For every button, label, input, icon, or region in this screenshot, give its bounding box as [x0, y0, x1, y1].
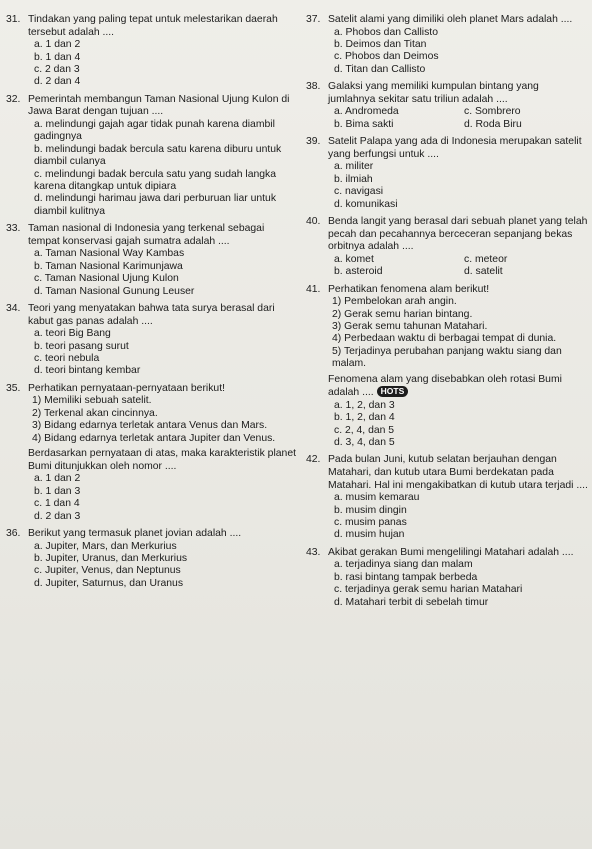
option-c: c. Jupiter, Venus, dan Neptunus: [34, 565, 181, 577]
option-b: b. musim dingin: [334, 504, 407, 516]
option-d: d. Taman Nasional Gunung Leuser: [34, 285, 195, 297]
question-stem: 40. Benda langit yang berasal dari sebuah planet yang telah pecah dan pecahannya berceceran sepanjang bekas orbitnya adalah ....: [306, 216, 588, 253]
phenomena-list: [306, 296, 588, 370]
statement-item: 4) Bidang edarnya terletak antara Jupiter dan Venus.: [32, 432, 276, 444]
option-b: b. Taman Nasional Karimunjawa: [34, 260, 183, 272]
option-d: d. satelit: [464, 266, 503, 278]
option-a: a. 1, 2, dan 3: [334, 399, 395, 411]
option-b: b. 1 dan 4: [34, 51, 81, 63]
option-c: c. teori nebula: [34, 353, 100, 365]
question-stem: 38. Galaksi yang memiliki kumpulan bintang yang jumlahnya sekitar satu triliun adalah ....: [306, 81, 539, 105]
option-list: [6, 119, 296, 218]
option-list: [306, 254, 588, 279]
option-list: [306, 559, 588, 609]
phenomenon-item: 5) Terjadinya perubahan panjang waktu siang dan malam.: [332, 345, 562, 370]
option-a: a. Jupiter, Mars, dan Merkurius: [34, 540, 177, 552]
question-number: 35.: [6, 382, 21, 394]
phenomenon-item: 1) Pembelokan arah angin.: [332, 296, 457, 308]
question-number: 40.: [306, 216, 321, 228]
option-list: [6, 473, 296, 523]
option-list: [6, 541, 296, 591]
question-number: 43.: [306, 546, 321, 558]
option-b: b. asteroid: [334, 266, 383, 278]
question-43: [306, 547, 588, 609]
question-39: [306, 136, 588, 211]
option-a: a. 1 dan 2: [34, 39, 81, 51]
option-b: b. melindungi badak bercula satu karena diburu untuk diambil culanya: [34, 143, 282, 168]
question-37: [306, 14, 588, 76]
question-34: [6, 303, 296, 378]
question-number: 31.: [6, 14, 21, 25]
option-d: d. Roda Biru: [464, 118, 522, 130]
statement-item: 1) Memiliki sebuah satelit.: [32, 395, 152, 407]
question-31: [6, 14, 296, 89]
option-a: a. Andromeda: [334, 106, 399, 118]
question-number: 41.: [306, 283, 321, 295]
option-d: d. 2 dan 3: [34, 510, 81, 522]
option-a: a. Taman Nasional Way Kambas: [34, 248, 185, 260]
option-a: a. melindungi gajah agar tidak punah karena diambil gadingnya: [34, 119, 275, 143]
option-list: [306, 492, 588, 542]
option-b: b. 1 dan 3: [34, 485, 81, 497]
option-list: [6, 248, 296, 298]
question-stem: 33. Taman nasional di Indonesia yang terkenal sebagai tempat konservasi gajah sumatra adalah ....: [6, 223, 265, 247]
question-stem: 31. Tindakan yang paling tepat untuk melestarikan daerah tersebut adalah ....: [6, 14, 278, 38]
option-d: d. 3, 4, dan 5: [334, 437, 395, 449]
option-b: b. Jupiter, Uranus, dan Merkurius: [34, 552, 188, 564]
option-b: b. teori pasang surut: [34, 340, 129, 352]
option-list: [6, 328, 296, 378]
question-number: 32.: [6, 93, 21, 105]
option-b: b. Deimos dan Titan: [334, 39, 427, 50]
statement-item: 3) Bidang edarnya terletak antara Venus dan Mars.: [32, 420, 268, 432]
question-stem: 36. Berikut yang termasuk planet jovian adalah ....: [6, 527, 242, 539]
option-a: a. terjadinya siang dan malam: [334, 559, 473, 571]
option-list: [306, 27, 588, 77]
question-number: 34.: [6, 303, 21, 315]
question-number: 39.: [306, 136, 321, 148]
question-36: [6, 528, 296, 590]
option-d: d. musim hujan: [334, 529, 405, 541]
option-c: c. meteor: [464, 253, 508, 265]
option-a: a. militer: [334, 161, 374, 173]
question-number: 36.: [6, 527, 21, 539]
option-c: c. melindungi badak bercula satu yang sudah langka karena ditangkap untuk dipiara: [34, 168, 277, 193]
option-a: a. musim kemarau: [334, 492, 420, 504]
question-32: [6, 94, 296, 218]
option-d: d. teori bintang kembar: [34, 365, 141, 377]
phenomenon-item: 3) Gerak semu tahunan Matahari.: [332, 321, 488, 333]
question-stem: 35. Perhatikan pernyataan-pernyataan berikut!: [6, 382, 225, 394]
option-c: c. 1 dan 4: [34, 498, 80, 510]
left-column: [6, 14, 296, 590]
question-stem: 34. Teori yang menyatakan bahwa tata surya berasal dari kabut gas panas adalah ....: [6, 303, 275, 327]
hots-badge: HOTS: [377, 386, 409, 397]
question-stem: 43. Akibat gerakan Bumi mengelilingi Matahari adalah ....: [306, 546, 574, 558]
option-b: b. 1, 2, dan 4: [334, 412, 395, 424]
question-42: [306, 454, 588, 541]
option-c: c. 2 dan 3: [34, 64, 80, 75]
option-d: d. Titan dan Callisto: [334, 63, 426, 75]
option-d: d. 2 dan 4: [34, 76, 81, 88]
statement-item: 2) Terkenal akan cincinnya.: [32, 407, 158, 419]
question-stem: 42. Pada bulan Juni, kutub selatan berjauhan dengan Matahari, dan kutub utara Bumi berdekatan pada Matahari. Hal ini mengakibatkan di kutub utara terjadi ....: [306, 454, 588, 491]
option-c: c. Phobos dan Deimos: [334, 51, 439, 63]
option-c: c. navigasi: [334, 186, 384, 198]
phenomenon-item: 2) Gerak semu harian bintang.: [332, 308, 473, 320]
option-list: [306, 161, 588, 211]
question-41: [306, 284, 588, 450]
option-a: a. teori Big Bang: [34, 328, 111, 340]
option-a: a. Phobos dan Callisto: [334, 26, 438, 38]
question-stem: 39. Satelit Palapa yang ada di Indonesia merupakan satelit yang berfungsi untuk ....: [306, 136, 582, 160]
option-list: [306, 106, 588, 131]
option-d: d. Matahari terbit di sebelah timur: [334, 596, 489, 608]
question-38: [306, 81, 588, 131]
option-c: c. Sombrero: [464, 106, 521, 118]
question-follow-up: Fenomena alam yang disebabkan oleh rotasi Bumi adalah .... HOTS: [328, 373, 562, 399]
question-35: [6, 383, 296, 523]
phenomenon-item: 4) Perbedaan waktu di berbagai tempat di dunia.: [332, 333, 557, 345]
statement-list: [6, 395, 296, 445]
question-number: 42.: [306, 454, 321, 466]
question-33: [6, 223, 296, 298]
option-b: b. rasi bintang tampak berbeda: [334, 571, 478, 583]
option-a: a. 1 dan 2: [34, 473, 81, 485]
option-d: d. komunikasi: [334, 198, 398, 210]
right-column: [306, 14, 588, 609]
question-40: [306, 216, 588, 279]
option-c: c. Taman Nasional Ujung Kulon: [34, 273, 179, 285]
option-c: c. 2, 4, dan 5: [334, 424, 395, 436]
option-d: d. melindungi harimau jawa dari perburuan liar untuk diambil kulitnya: [34, 193, 277, 217]
question-number: 37.: [306, 14, 321, 25]
option-c: c. terjadinya gerak semu harian Matahari: [334, 584, 523, 596]
option-b: b. ilmiah: [334, 173, 373, 185]
option-a: a. komet: [334, 253, 374, 265]
question-number: 33.: [6, 223, 21, 235]
option-list: [6, 39, 296, 89]
option-b: b. Bima sakti: [334, 118, 394, 130]
question-stem: 37. Satelit alami yang dimiliki oleh planet Mars adalah ....: [306, 14, 573, 25]
question-stem: 41. Perhatikan fenomena alam berikut!: [306, 283, 490, 295]
option-d: d. Jupiter, Saturnus, dan Uranus: [34, 577, 184, 589]
option-list: [306, 400, 588, 450]
question-number: 38.: [306, 81, 321, 93]
option-c: c. musim panas: [334, 517, 407, 529]
question-follow-up: Berdasarkan pernyataan di atas, maka karakteristik planet Bumi ditunjukkan oleh nomor ....: [28, 448, 296, 472]
question-stem: 32. Pemerintah membangun Taman Nasional Ujung Kulon di Jawa Barat dengan tujuan ....: [6, 93, 290, 118]
